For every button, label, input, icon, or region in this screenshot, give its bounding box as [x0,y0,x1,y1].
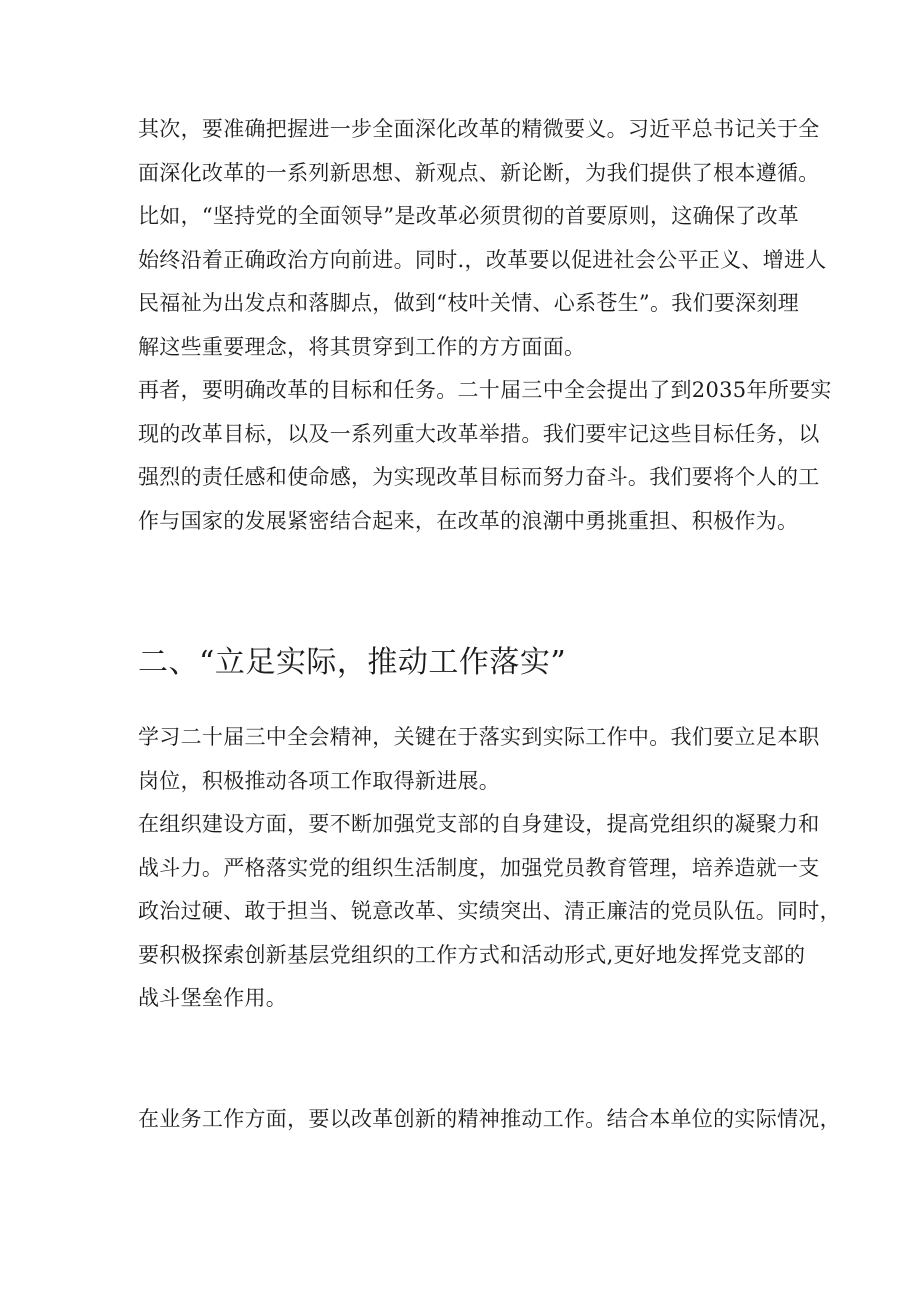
text-line: 现的改革目标，以及一系列重大改革举措。我们要牢记这些目标任务，以 [138,421,820,446]
text-line: 其次，要准确把握进一步全面深化改革的精微要义。习近平总书记关于全 [138,117,820,141]
paragraph-organization-building [138,803,841,1021]
paragraph-business-work [138,1098,841,1142]
paragraph-reform-goals [138,369,832,543]
text-line: 战斗堡垒作用。 [138,986,288,1010]
text-line: 在组织建设方面，要不断加强党支部的自身建设，提高党组织的凝聚力和 [138,812,820,836]
text-line: 在业务工作方面，要以改革创新的精神推动工作。结合本单位的实际情况， [138,1107,841,1131]
text-line: 要积极探索创新基层党组织的工作方式和活动形式,更好地发挥党支部的 [138,942,806,967]
text-line: 作与国家的发展紧密结合起来，在改革的浪潮中勇挑重担、积极作为。 [138,508,799,533]
text-line: 民福祉为出发点和落脚点，做到“枝叶关情、心系苍生”。我们要深刻理 [138,291,800,315]
text-line: 解这些重要理念，将其贯穿到工作的方方面面。 [138,334,586,359]
text-line: 学习二十届三中全会精神，关键在于落实到实际工作中。我们要立足本职 [138,725,820,749]
text-line: 岗位，积极推动各项工作取得新进展。 [138,768,501,793]
text-line: 战斗力。严格落实党的组织生活制度，加强党员教育管理，培养造就一支 [138,855,820,880]
text-line: 政治过硬、敢于担当、锐意改革、实绩突出、清正廉洁的党员队伍。同时， [138,899,841,923]
text-line: 比如，“坚持党的全面领导”是改革必须贯彻的首要原则，这确保了改革 [138,204,800,228]
text-line: 面深化改革的一系列新思想、新观点、新论断，为我们提供了根本遵循。 [138,160,820,185]
text-line: 再者，要明确改革的目标和任务。二十届三中全会提出了到2035年所要实 [138,378,832,402]
section-heading: 二、“立足实际，推动工作落实” [138,645,567,680]
paragraph-implementation [138,716,820,803]
paragraph-deepen-reform [138,108,827,369]
text-line: 始终沿着正确政治方向前进。同时.，改革要以促进社会公平正义、增进人 [138,247,827,272]
text-line: 强烈的责任感和使命感，为实现改革目标而努力奋斗。我们要将个人的工 [138,465,820,489]
